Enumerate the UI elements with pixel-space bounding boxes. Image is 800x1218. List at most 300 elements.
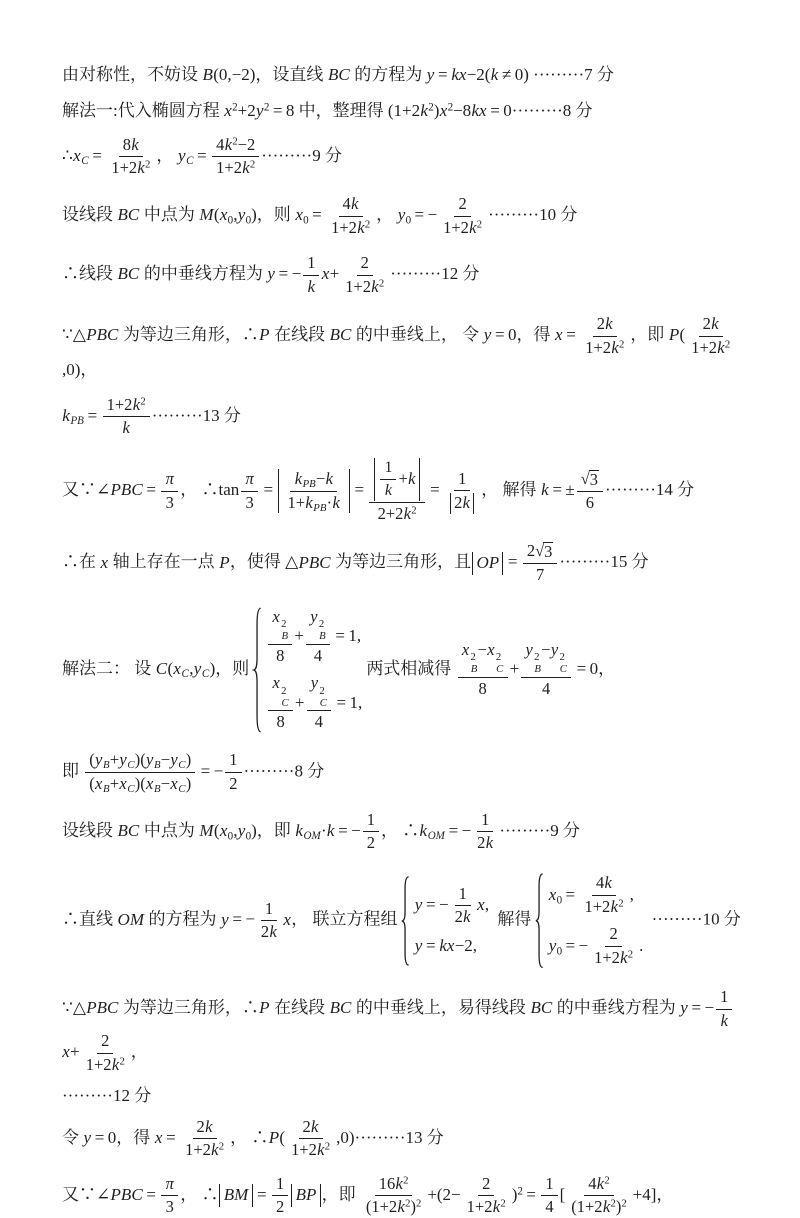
fraction xyxy=(327,194,374,238)
absolute-value-group xyxy=(291,1184,320,1207)
sqrt-radical xyxy=(535,542,553,562)
numerator xyxy=(478,1174,494,1197)
math-text xyxy=(477,894,489,917)
cjk-text: 为等边三角形，且 xyxy=(330,552,472,572)
denominator xyxy=(341,276,388,298)
cjk-text: ， xyxy=(656,1184,674,1204)
math-token xyxy=(272,607,280,626)
fraction xyxy=(82,1031,129,1075)
fraction xyxy=(521,640,571,700)
math-token: = xyxy=(504,552,521,572)
italic-variable: π xyxy=(165,468,174,488)
cjk-text: 的中垂线上， 令 xyxy=(351,325,484,345)
math-token xyxy=(379,278,384,290)
numerator xyxy=(119,135,143,158)
math-text xyxy=(639,935,643,958)
italic-variable: OM xyxy=(303,830,321,843)
italic-variable: M xyxy=(199,205,214,225)
italic-variable: k xyxy=(137,158,145,178)
denominator xyxy=(272,711,288,733)
math-text xyxy=(62,998,119,1017)
math-token: 1+2k xyxy=(85,1055,120,1075)
italic-variable: k xyxy=(463,907,471,927)
cjk-text: 线段 xyxy=(79,264,118,284)
math-token xyxy=(281,697,289,709)
italic-variable: k xyxy=(605,314,613,334)
math-token: +k xyxy=(398,468,416,488)
math-token xyxy=(411,504,416,516)
italic-variable: BC xyxy=(117,820,140,840)
italic-variable: y xyxy=(680,998,688,1018)
italic-variable: y xyxy=(548,935,557,955)
math-token xyxy=(202,668,210,680)
numerator xyxy=(161,469,178,492)
math-token xyxy=(462,640,470,659)
cjk-text: 为等边三角形， xyxy=(118,998,242,1018)
italic-variable: M xyxy=(199,820,214,840)
math-text xyxy=(197,761,223,780)
math-token: = xyxy=(562,884,579,904)
math-token: 2 xyxy=(618,897,624,910)
math-token xyxy=(250,159,255,171)
fraction xyxy=(161,469,178,513)
math-token: ∴ xyxy=(201,479,219,499)
numerator xyxy=(268,607,292,645)
cjk-text: 中，整理得 xyxy=(294,100,388,120)
math-token xyxy=(319,630,326,642)
fraction xyxy=(523,541,558,586)
math-text xyxy=(251,1128,285,1147)
math-token: 1+2k xyxy=(584,896,618,916)
denominator xyxy=(381,480,397,501)
italic-variable: x xyxy=(295,205,303,225)
math-token: ∴P xyxy=(241,998,270,1018)
math-token: ∴P xyxy=(241,325,270,345)
numerator xyxy=(97,1031,113,1054)
math-token xyxy=(145,159,150,171)
numerator xyxy=(241,469,258,492)
denominator xyxy=(272,1196,288,1218)
fraction xyxy=(445,469,479,514)
math-token: 2 xyxy=(604,1174,610,1187)
cases-group xyxy=(535,873,643,968)
cjk-text: tan xyxy=(218,479,240,499)
math-token: ·k = − xyxy=(320,820,361,840)
math-token xyxy=(272,673,280,692)
fraction xyxy=(268,607,292,667)
italic-variable: y xyxy=(550,640,559,660)
math-text xyxy=(414,894,448,917)
math-text xyxy=(402,820,472,843)
math-token xyxy=(470,652,477,676)
absolute-value-group xyxy=(374,458,419,501)
math-token: 2k xyxy=(454,907,471,927)
math-token: 2 xyxy=(618,338,625,351)
cjk-text: ， 解得 xyxy=(481,479,541,499)
cjk-text: 中点为 xyxy=(139,205,200,225)
math-text xyxy=(62,406,101,425)
math-token: ∴P( xyxy=(251,1127,286,1147)
denominator xyxy=(242,492,258,514)
math-token xyxy=(559,652,567,676)
math-token: = − xyxy=(562,935,589,955)
cjk-text: ·········8 分 xyxy=(511,100,593,120)
math-token: = 1, xyxy=(331,626,362,646)
math-text xyxy=(62,264,79,283)
italic-variable: B xyxy=(281,630,289,643)
math-text xyxy=(328,65,350,84)
math-token: 16k xyxy=(378,1173,403,1193)
italic-variable: B xyxy=(102,759,110,772)
math-text xyxy=(221,910,255,929)
italic-variable: OM xyxy=(427,830,445,843)
italic-variable: y xyxy=(83,1127,92,1147)
math-token: = − xyxy=(445,820,472,840)
math-token: 2 xyxy=(627,948,634,961)
math-token xyxy=(295,1185,316,1204)
denominator xyxy=(82,1054,129,1076)
cjk-text: ·········15 分 xyxy=(559,552,649,572)
fraction xyxy=(284,469,345,514)
math-token: 2 xyxy=(403,1174,409,1187)
italic-variable: y xyxy=(310,673,319,693)
italic-variable: x xyxy=(100,552,109,572)
italic-variable: k xyxy=(311,1116,319,1136)
cjk-text: ， xyxy=(80,359,98,379)
cjk-text: 解法二： 设 xyxy=(62,658,156,678)
math-token xyxy=(477,218,482,230)
math-token: = xyxy=(351,479,368,499)
math-token: 4k xyxy=(216,134,233,154)
math-text xyxy=(283,910,291,929)
math-token: 2 xyxy=(411,504,417,517)
sqrt-radical xyxy=(581,470,599,490)
italic-variable: k xyxy=(611,338,619,358)
math-token: 3 xyxy=(165,1197,174,1217)
italic-variable: PB xyxy=(313,501,327,514)
math-token xyxy=(122,418,130,437)
denominator xyxy=(85,773,195,795)
math-token: −y xyxy=(160,749,178,769)
math-token: x+ xyxy=(321,264,340,284)
math-token xyxy=(119,1056,124,1068)
math-token: ,y xyxy=(233,205,246,225)
math-token: 2 xyxy=(610,1198,616,1211)
math-token xyxy=(525,640,533,659)
math-token: 1+2k xyxy=(331,217,365,237)
italic-variable: P xyxy=(668,325,680,345)
math-token: 8 xyxy=(276,645,285,665)
math-text xyxy=(398,469,415,490)
math-token: M(x xyxy=(199,820,228,840)
math-token: 0 xyxy=(245,830,252,843)
math-token xyxy=(117,264,139,283)
left-brace-icon xyxy=(535,873,544,968)
math-token xyxy=(618,897,623,909)
math-token: −y xyxy=(541,640,559,660)
italic-variable: k xyxy=(492,1197,501,1217)
cjk-text: ，使得 xyxy=(229,552,286,572)
math-line-14 xyxy=(62,987,750,1075)
math-token: 4k xyxy=(588,1173,605,1193)
italic-variable: y xyxy=(426,65,435,84)
math-token: 1 xyxy=(276,1173,285,1193)
math-token: 2 xyxy=(229,773,238,793)
math-token xyxy=(720,1011,728,1030)
math-token xyxy=(536,874,543,967)
numerator xyxy=(584,1174,614,1197)
math-token: 1+2k xyxy=(345,276,379,296)
math-token: +4] xyxy=(632,1184,657,1204)
math-text xyxy=(62,145,106,168)
math-line-3 xyxy=(62,135,750,179)
math-token xyxy=(313,502,327,514)
math-token xyxy=(385,482,393,499)
math-token: 1 xyxy=(229,750,238,770)
cjk-text: ，即 xyxy=(321,1184,360,1204)
math-token: 8 xyxy=(276,712,285,732)
math-token xyxy=(319,698,327,710)
italic-variable: k xyxy=(211,1140,219,1160)
math-token: = xyxy=(193,145,211,165)
math-token xyxy=(295,821,303,840)
math-line-2 xyxy=(62,100,750,123)
italic-variable: x xyxy=(95,773,103,793)
cjk-text: ， xyxy=(381,820,403,840)
fraction xyxy=(463,1174,510,1218)
math-token xyxy=(619,339,624,351)
italic-variable: k xyxy=(485,833,494,853)
fraction xyxy=(581,873,628,917)
math-token: 0 xyxy=(227,214,234,227)
numerator xyxy=(212,135,259,158)
fraction xyxy=(241,469,258,513)
italic-variable: k xyxy=(462,493,470,513)
math-text xyxy=(267,264,301,283)
italic-variable: k xyxy=(307,276,315,296)
cases-row xyxy=(548,924,643,968)
math-token: x = xyxy=(154,1127,180,1147)
math-token: x = xyxy=(555,325,580,345)
fraction xyxy=(268,673,293,733)
italic-variable: k xyxy=(610,896,618,916)
cjk-text: 在线段 xyxy=(269,998,330,1018)
math-token: = 1, xyxy=(333,692,363,712)
cases-group xyxy=(401,876,489,966)
italic-variable: PBC xyxy=(86,325,119,345)
math-token: 0 xyxy=(556,945,563,958)
math-token: 2 xyxy=(428,101,434,114)
math-token xyxy=(725,339,730,351)
math-token xyxy=(403,1174,408,1186)
math-token: (y xyxy=(89,749,103,769)
math-text xyxy=(630,884,634,907)
math-token: B(0,−2) xyxy=(202,65,256,84)
math-token: 2 xyxy=(281,618,287,631)
math-text xyxy=(541,480,575,499)
math-token: 1 xyxy=(545,1173,554,1193)
italic-variable: PBC xyxy=(298,552,331,572)
cjk-text: 即 xyxy=(62,761,84,781)
numerator xyxy=(605,924,621,947)
math-token: 2 xyxy=(458,194,467,214)
math-line-7 xyxy=(62,395,750,439)
math-token: 0 xyxy=(303,214,309,227)
italic-variable: BC xyxy=(329,998,352,1018)
numerator xyxy=(261,899,277,922)
denominator xyxy=(212,157,259,179)
math-text xyxy=(117,821,139,840)
math-text xyxy=(336,1128,354,1147)
math-token: 2k xyxy=(260,922,277,942)
math-token: 4 xyxy=(313,645,323,665)
math-token xyxy=(103,783,110,795)
cases-row xyxy=(548,873,633,917)
numerator xyxy=(357,253,373,276)
math-text xyxy=(219,553,230,572)
denominator xyxy=(451,906,475,928)
math-token: 3 xyxy=(245,492,254,512)
math-token xyxy=(319,697,327,709)
math-text xyxy=(329,325,351,344)
math-token xyxy=(496,652,504,676)
math-token: . xyxy=(639,935,644,955)
math-text xyxy=(333,692,362,715)
math-line-16 xyxy=(62,1117,750,1161)
math-token: 0 xyxy=(227,830,234,843)
italic-variable: k xyxy=(541,479,549,499)
math-text xyxy=(573,659,598,678)
math-text xyxy=(512,1185,540,1204)
fraction xyxy=(458,640,508,700)
fraction xyxy=(577,469,603,514)
radical-sign-icon: √ xyxy=(535,541,545,561)
denominator xyxy=(284,492,345,514)
italic-variable: C xyxy=(496,663,504,676)
cjk-text: 又 xyxy=(62,479,79,499)
italic-variable: k xyxy=(397,1197,405,1217)
italic-variable: k xyxy=(469,217,477,237)
math-token: 4 xyxy=(542,679,551,699)
cjk-text: ·········13 分 xyxy=(354,1127,444,1147)
math-token xyxy=(313,502,327,514)
fraction xyxy=(451,884,475,928)
math-token: 2 xyxy=(378,277,385,290)
math-text xyxy=(254,1185,270,1204)
math-token: x+ xyxy=(62,1042,80,1062)
math-token xyxy=(559,663,567,675)
cjk-text: ·········8 分 xyxy=(243,761,325,781)
math-token xyxy=(621,1198,626,1210)
cjk-text: 令 xyxy=(62,1127,84,1147)
italic-variable: x xyxy=(272,606,280,626)
math-token xyxy=(548,885,556,904)
math-token: 2 xyxy=(232,135,238,148)
cases-rows xyxy=(414,884,489,958)
italic-variable: k xyxy=(419,820,428,840)
cases-row xyxy=(414,935,477,958)
italic-variable: π xyxy=(165,1173,174,1193)
math-text xyxy=(223,1184,248,1207)
radicand: 3 xyxy=(544,542,553,562)
math-token: 8k xyxy=(122,134,139,154)
cases-rows xyxy=(548,873,643,968)
absolute-value-group xyxy=(278,469,351,514)
math-token xyxy=(397,205,405,224)
italic-variable: y xyxy=(177,145,186,165)
math-token: y = kx−2(k ≠ 0) xyxy=(426,65,529,84)
fraction xyxy=(341,253,388,297)
numerator xyxy=(85,750,195,773)
italic-variable: k xyxy=(395,1173,403,1193)
denominator xyxy=(310,645,326,667)
math-token: x, xyxy=(477,895,490,915)
math-token: + xyxy=(294,626,304,646)
math-token: 1 xyxy=(366,809,375,829)
denominator xyxy=(439,217,486,239)
math-token: (1+2k xyxy=(365,1197,405,1217)
math-text xyxy=(117,264,139,283)
italic-variable: BC xyxy=(329,325,352,345)
math-token xyxy=(165,469,174,488)
math-token: = 8 xyxy=(269,100,295,120)
italic-variable: k xyxy=(224,134,233,154)
italic-variable: k xyxy=(295,820,303,840)
fraction xyxy=(303,253,319,297)
math-line-17 xyxy=(62,1174,750,1218)
fraction xyxy=(473,810,497,854)
math-token: ∴ xyxy=(201,1184,219,1204)
numerator xyxy=(272,1174,288,1197)
math-token: ) xyxy=(511,1184,518,1204)
math-text xyxy=(285,553,331,572)
italic-variable: x xyxy=(461,640,470,660)
italic-variable: x xyxy=(477,895,485,915)
cjk-text: ， xyxy=(156,145,178,165)
math-token: = xyxy=(88,145,106,165)
italic-variable: y xyxy=(397,205,406,225)
italic-variable: y xyxy=(414,895,423,915)
math-token: 2 xyxy=(364,218,371,231)
denominator xyxy=(463,1196,510,1218)
italic-variable: x xyxy=(224,100,232,120)
italic-variable: k xyxy=(294,468,303,488)
math-token xyxy=(178,759,186,771)
math-token: 2k xyxy=(454,493,470,513)
math-text xyxy=(83,1128,116,1147)
italic-variable: C xyxy=(319,696,327,709)
cjk-text: ·········10 分 xyxy=(647,909,741,929)
italic-variable: B xyxy=(153,783,161,796)
math-text xyxy=(117,910,144,929)
math-token: 2k xyxy=(302,1116,319,1136)
numerator xyxy=(290,469,337,492)
math-token xyxy=(81,155,89,167)
denominator xyxy=(581,337,628,359)
cjk-text: ，则 xyxy=(256,205,296,225)
math-token: y = − xyxy=(680,998,715,1018)
denominator xyxy=(118,417,134,439)
math-token xyxy=(154,783,161,795)
math-token: △PBC xyxy=(285,552,331,572)
italic-variable: k xyxy=(326,820,335,840)
math-token: 2 xyxy=(415,1198,422,1211)
math-token: 2 xyxy=(101,1031,110,1051)
math-text xyxy=(199,820,257,843)
math-token: 2 xyxy=(319,684,325,697)
math-line-9 xyxy=(62,541,750,586)
italic-variable: x xyxy=(219,820,228,840)
